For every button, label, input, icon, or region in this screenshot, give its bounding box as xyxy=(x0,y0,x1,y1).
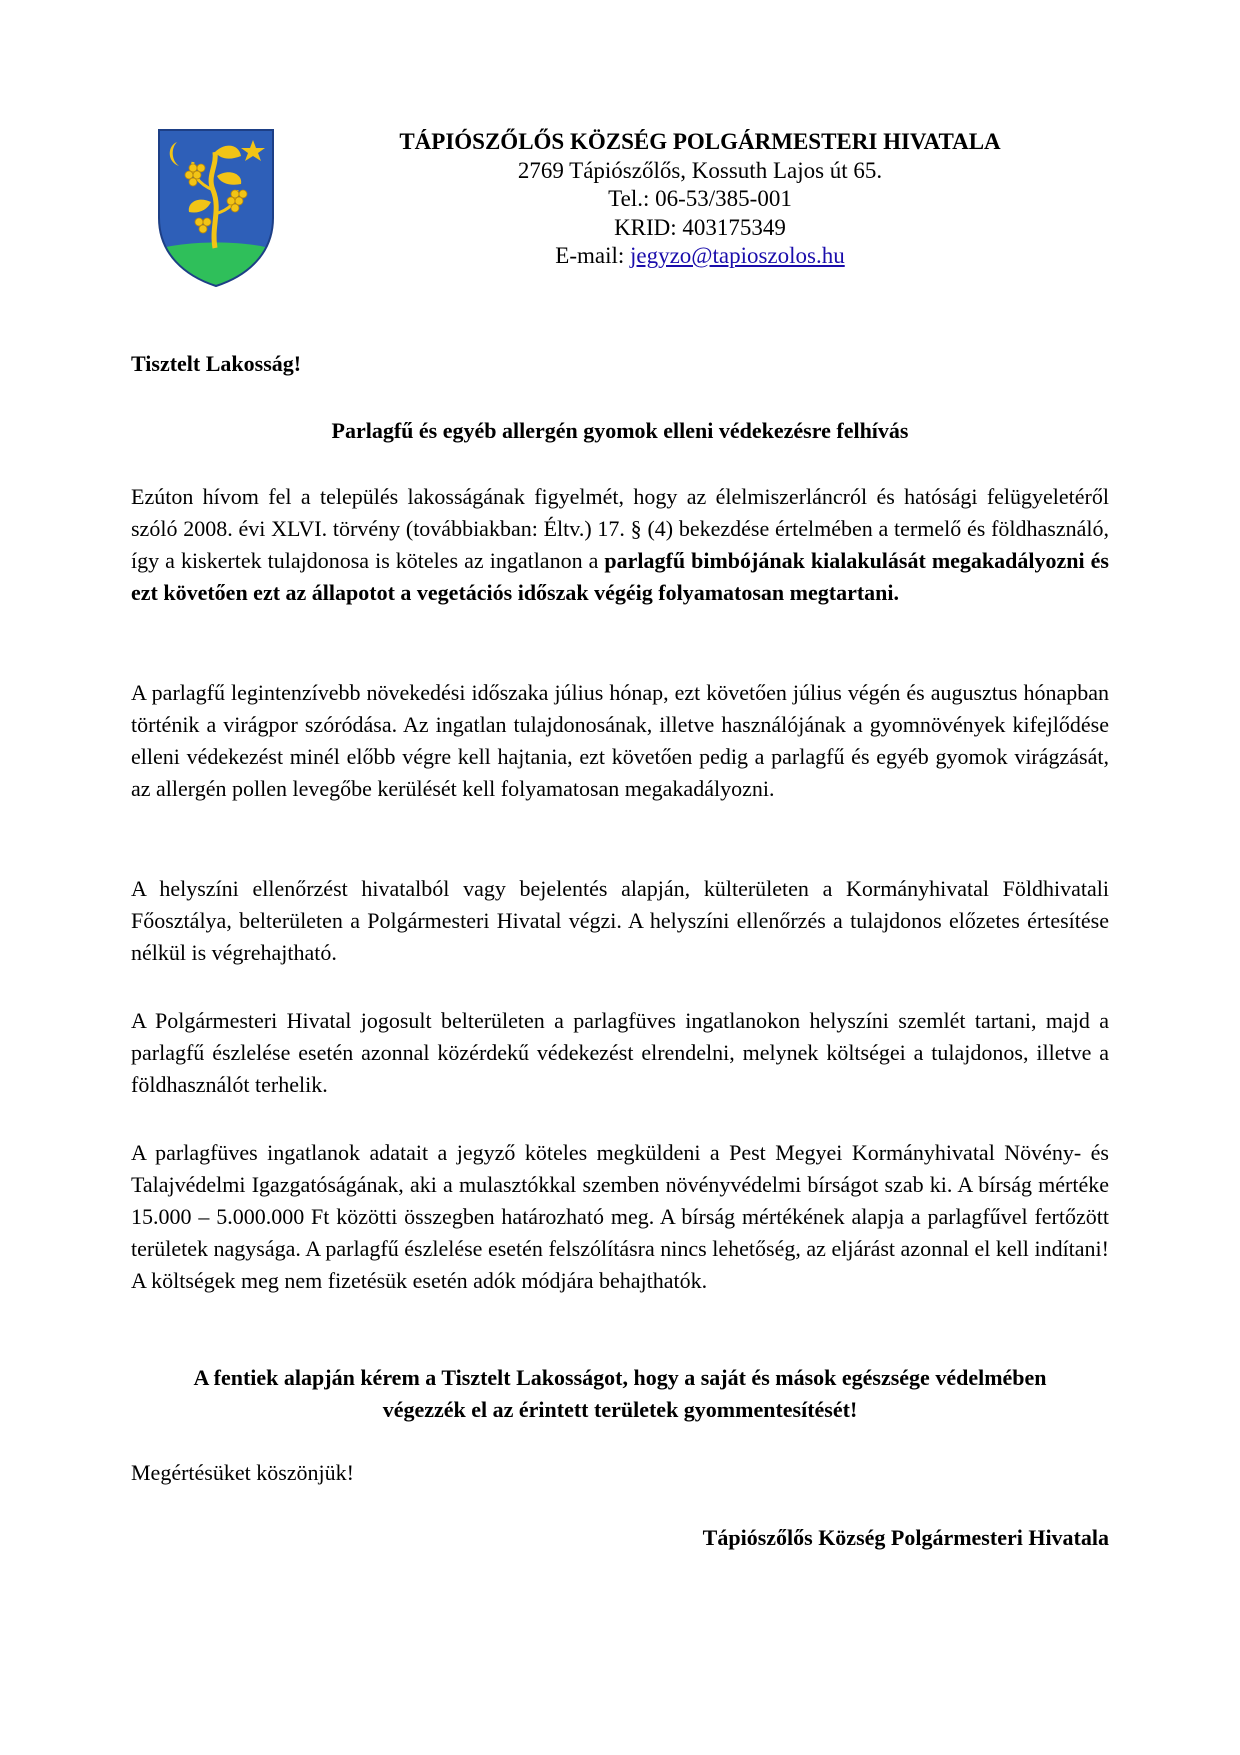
letter-title: Parlagfű és egyéb allergén gyomok elleni védekezésre felhívás xyxy=(331,418,909,443)
paragraph-3: A helyszíni ellenőrzést hivatalból vagy bejelentés alapján, külterületen a Kormányhivatal Földhivatali Főosztálya, belterületen a Polgármesteri Hivatal végzi. A helyszíni ellenőrzés a tulajdonos előzetes értesítése nélkül is végrehajtható. xyxy=(131,876,1109,965)
paragraph-1 xyxy=(131,481,1109,609)
email-link[interactable]: jegyzo@tapioszolos.hu xyxy=(630,243,845,268)
org-name: TÁPIÓSZŐLŐS KÖZSÉG POLGÁRMESTERI HIVATALA xyxy=(399,129,1001,154)
org-email-line xyxy=(340,242,1060,271)
salutation: Tisztelt Lakosság! xyxy=(131,351,302,376)
coat-of-arms-icon xyxy=(155,126,277,290)
thanks-line: Megértésüket köszönjük! xyxy=(131,1460,354,1485)
signature: Tápiószőlős Község Polgármesteri Hivatala xyxy=(702,1525,1109,1550)
paragraph-5: A parlagfüves ingatlanok adatait a jegyző köteles megküldeni a Pest Megyei Kormányhivatal Növény- és Talajvédelmi Igazgatóságának, aki a mulasztókkal szemben növényvédelmi bírságot szab ki. A bírság mértéke 15.000 – 5.000.000 Ft közötti összegben határozható meg. A bírság mértékének alapja a parlagfűvel fertőzött területek nagysága. A parlagfű észlelése esetén felszólításra nincs lehetőség, az eljárást azonnal el kell indítani! A költségek meg nem fizetésük esetén adók módjára behajthatók. xyxy=(131,1140,1109,1293)
paragraph-4: A Polgármesteri Hivatal jogosult belterületen a parlagfüves ingatlanokon helyszíni szemlét tartani, majd a parlagfű észlelése esetén azonnal közérdekű védekezést elrendelni, melynek költségei a tulajdonos, illetve a földhasználót terhelik. xyxy=(131,1008,1109,1097)
org-address: 2769 Tápiószőlős, Kossuth Lajos út 65. xyxy=(517,157,883,183)
org-krid: KRID: 403175349 xyxy=(614,214,786,240)
paragraph-1-bold: parlagfű bimbójának kialakulását megakadályozni és ezt követően ezt az állapotot a vegetációs időszak végéig folyamatosan megtartani. xyxy=(131,548,1109,605)
org-phone: Tel.: 06-53/385-001 xyxy=(608,186,792,211)
closing-request-line-1: A fentiek alapján kérem a Tisztelt Lakosságot, hogy a saját és mások egészsége védelmében xyxy=(193,1365,1047,1390)
letterhead xyxy=(340,128,1060,271)
paragraph-2: A parlagfű legintenzívebb növekedési időszaka július hónap, ezt követően július végén és augusztus hónapban történik a virágpor szóródása. Az ingatlan tulajdonosának, illetve használójának a gyomnövények kifejlődése elleni védekezést minél előbb végre kell hajtania, ezt követően pedig a parlagfű és egyéb gyomok virágzását, az allergén pollen levegőbe kerülését kell folyamatosan megakadályozni. xyxy=(131,680,1109,801)
closing-request xyxy=(131,1362,1109,1426)
paragraph-1-text: Ezúton hívom fel a település lakosságának figyelmét, hogy az élelmiszerláncról és hatósági felügyeletéről szóló 2008. évi XLVI. törvény (továbbiakban: Éltv.) 17. § (4) bekezdése értelmében a termelő és földhasználó, így a kiskertek tulajdonosa is köteles az ingatlanon a xyxy=(131,484,1109,573)
email-label: E-mail: xyxy=(555,243,630,268)
closing-request-line-2: végezzék el az érintett területek gyommentesítését! xyxy=(382,1397,858,1422)
